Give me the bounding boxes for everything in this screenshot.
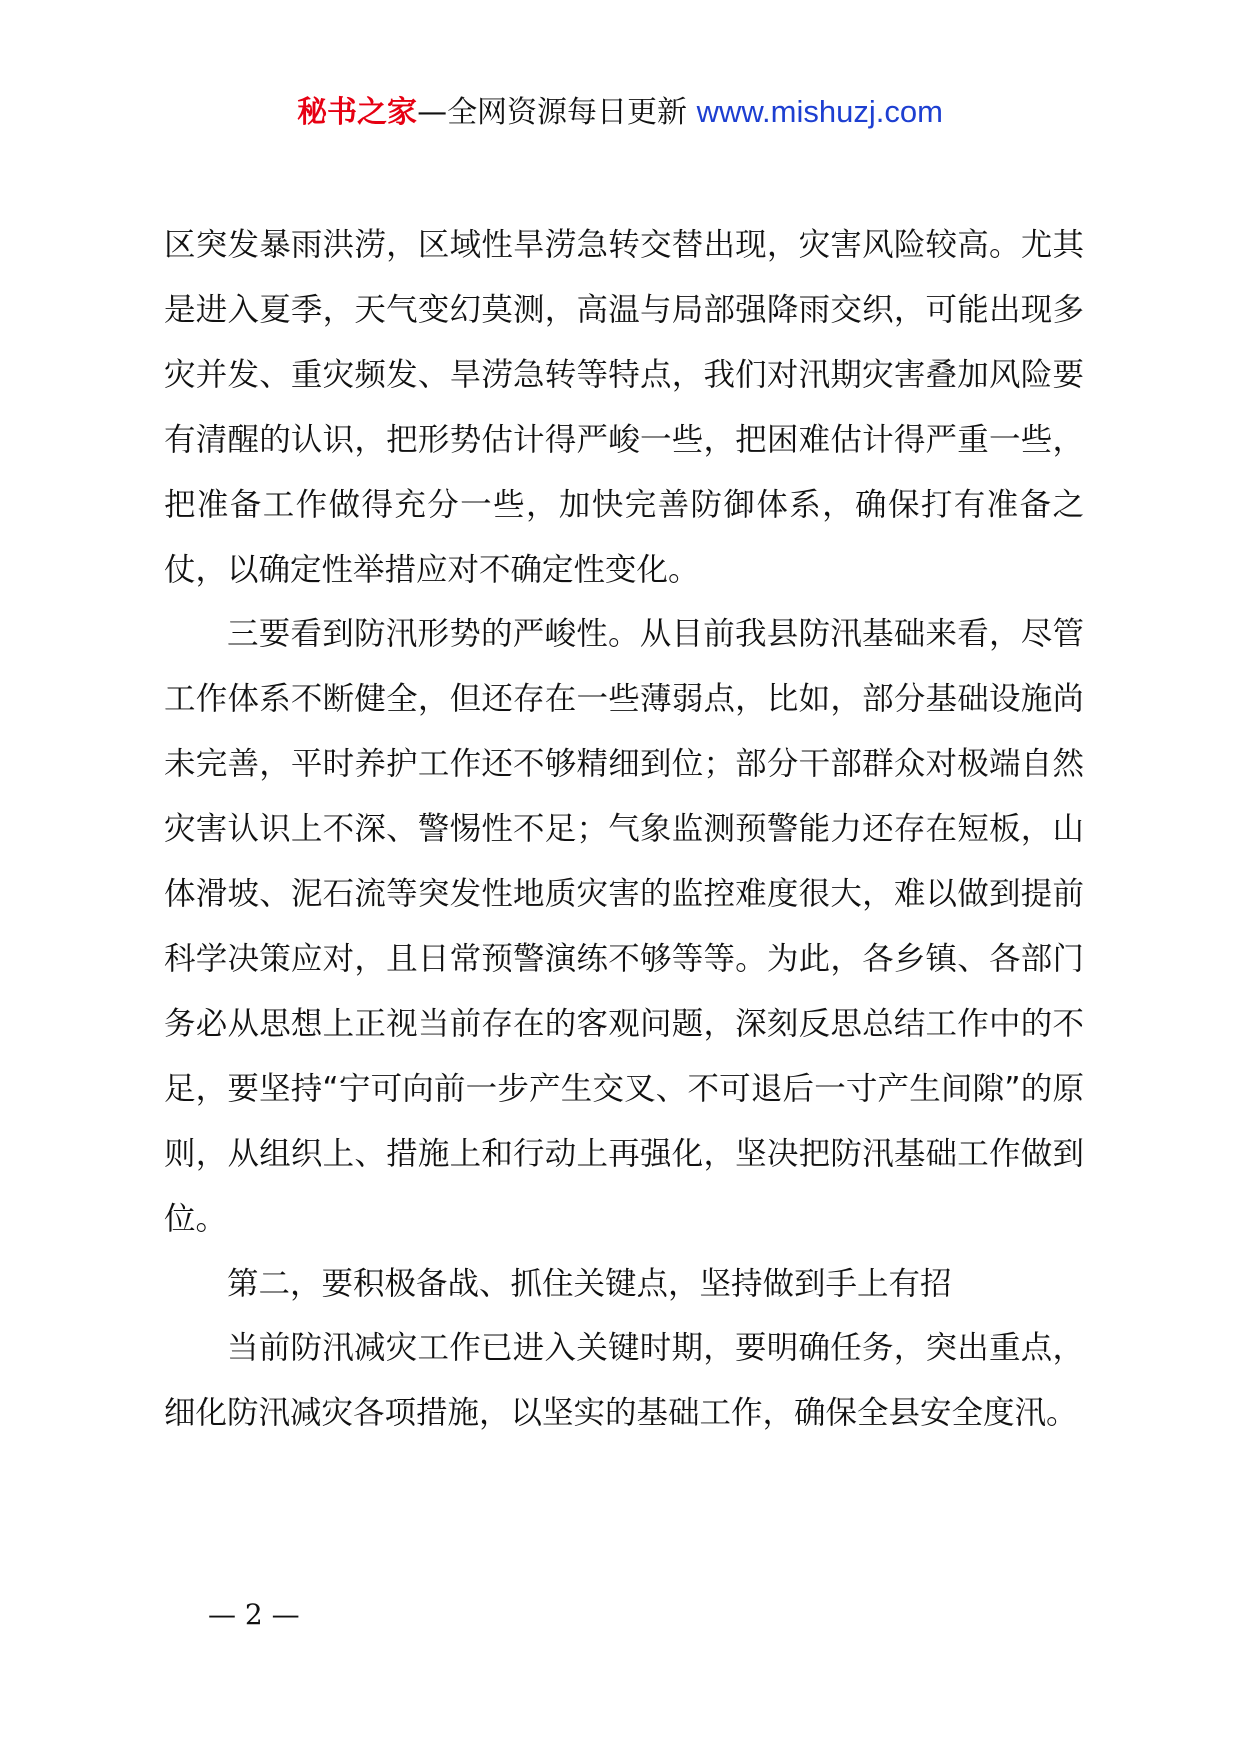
paragraph-2: 三要看到防汛形势的严峻性。从目前我县防汛基础来看，尽管工作体系不断健全，但还存在一些薄弱点，比如，部分基础设施尚未完善，平时养护工作还不够精细到位；部分干部群众对极端自然灾害认识上不深、警惕性不足；气象监测预警能力还存在短板，山体滑坡、泥石流等突发性地质灾害的监控难度很大，难以做到提前科学决策应对，且日常预警演练不够等等。为此，各乡镇、各部门务必从思想上正视当前存在的客观问题，深刻反思总结工作中的不足，要坚持“宁可向前一步产生交叉、不可退后一寸产生间隙”的原则，从组织上、措施上和行动上再强化，坚决把防汛基础工作做到位。 xyxy=(164,616,1084,1237)
paragraph-1: 区突发暴雨洪涝，区域性旱涝急转交替出现，灾害风险较高。尤其是进入夏季，天气变幻莫测，高温与局部强降雨交织，可能出现多灾并发、重灾频发、旱涝急转等特点，我们对汛期灾害叠加风险要有清醒的认识，把形势估计得严峻一些，把困难估计得严重一些，把准备工作做得充分一些，加快完善防御体系，确保打有准备之仗，以确定性举措应对不确定性变化。 xyxy=(164,227,1084,588)
paragraph-3: 第二，要积极备战、抓住关键点，坚持做到手上有招 xyxy=(227,1265,952,1302)
header-brand-name: 秘书之家 xyxy=(297,95,418,130)
page-body xyxy=(164,213,1084,1446)
page-header xyxy=(0,92,1240,133)
paragraph-4: 当前防汛减灾工作已进入关键时期，要明确任务，突出重点，细化防汛减灾各项措施，以坚实的基础工作，确保全县安全度汛。 xyxy=(164,1330,1084,1432)
header-url[interactable]: www.mishuzj.com xyxy=(696,94,943,129)
page-number: — 2 — xyxy=(208,1598,300,1631)
header-tagline: —全网资源每日更新 xyxy=(417,95,688,130)
